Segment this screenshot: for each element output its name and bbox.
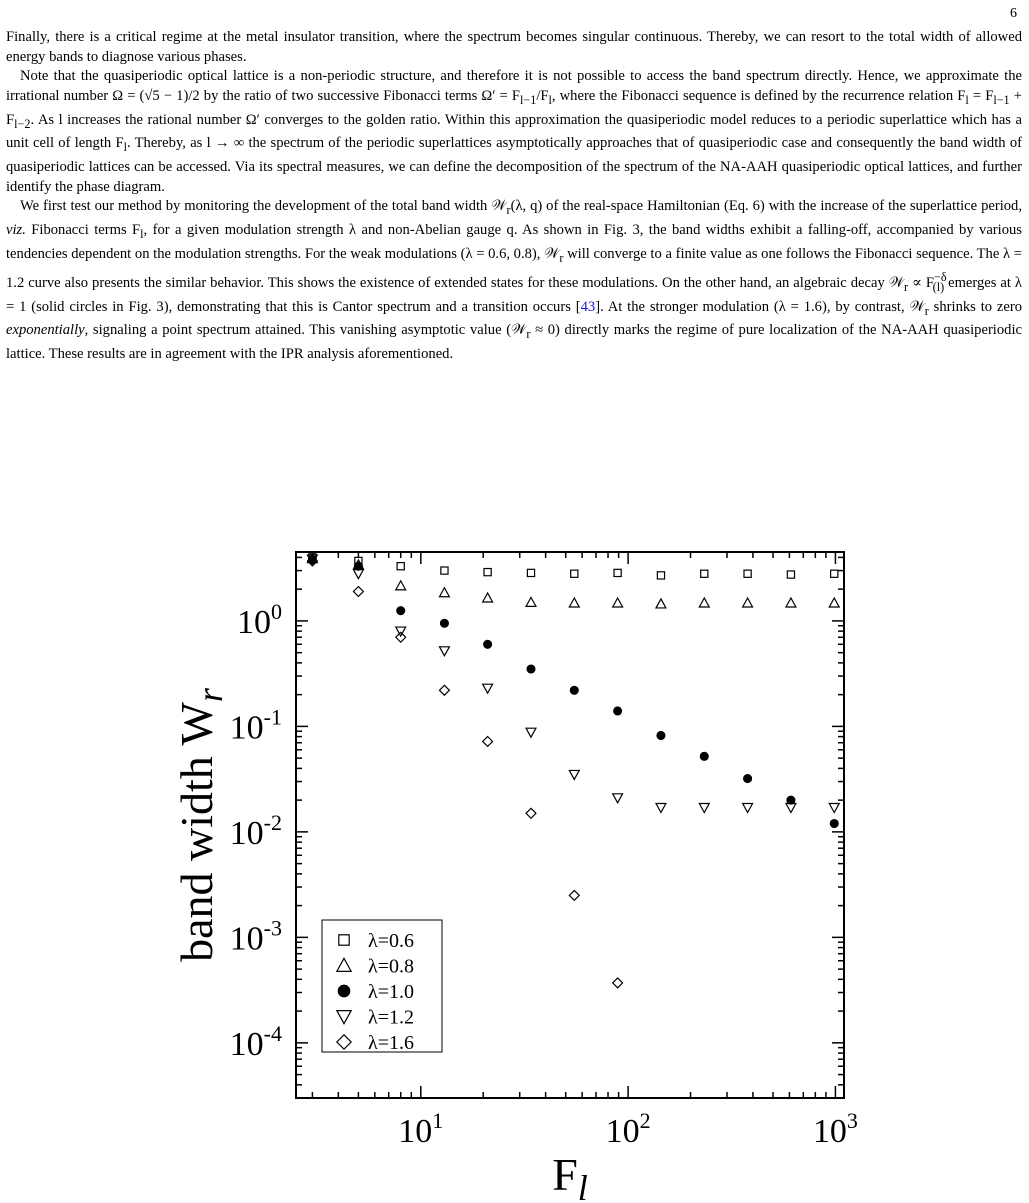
data-point	[657, 572, 664, 579]
p3-seg: (λ, q) of the real-space Hamiltonian (Eq. 6) with the increase of the superlattice period,	[510, 198, 1022, 215]
p2-seg: = F	[968, 88, 994, 105]
p3-sub: r	[924, 303, 929, 318]
data-point	[786, 598, 796, 607]
p3-viz: viz.	[6, 221, 26, 238]
p3-sub: (l)	[932, 279, 945, 294]
y-tick-label: $10^{-1}$	[229, 704, 282, 747]
p3-seg: , for a given modulation strength λ and non-Abelian gauge q. As shown in Fig. 3, the band widths exhibit a falling-off, accompanied by various tendencies dependent on the modulation strengths. For the weak modulations (λ = 0.6, 0.8), 𝒲	[6, 221, 1022, 262]
data-point	[613, 978, 623, 988]
data-point	[614, 707, 622, 715]
legend-marker	[338, 985, 350, 997]
y-tick-label: $10^{-4}$	[229, 1020, 282, 1063]
data-point	[569, 890, 579, 900]
y-axis-title: band width $W_r$	[171, 688, 230, 962]
data-point	[657, 731, 665, 739]
p2-seg: Note that the quasiperiodic optical lattice is a non-periodic structure, and therefore it is not possible to access the band spectrum directly. Hence, we approximate the irrational number Ω = (√5 − 1)/2 by the ratio of two successive Fibonacci terms Ω′ = F	[6, 68, 1022, 105]
p2-sub: l	[548, 93, 552, 108]
legend-label: λ=0.8	[368, 955, 414, 978]
citation-link[interactable]: 43	[580, 298, 596, 315]
p2-sub: l	[965, 93, 969, 108]
p3-seg: ∝ F	[908, 275, 935, 292]
x-tick-label: $10^2$	[605, 1108, 651, 1150]
data-point	[354, 562, 362, 570]
data-point	[483, 684, 493, 693]
p3-seg: ≈ 0) directly marks the regime of pure localization of the NA-AAH quasiperiodic lattice. These results are in agreement with the IPR analysis aforementioned.	[6, 322, 1022, 362]
data-point	[613, 794, 623, 803]
data-point	[700, 752, 708, 760]
data-point	[656, 804, 666, 813]
data-point	[829, 804, 839, 813]
data-point	[353, 570, 363, 579]
p3-sub: r	[904, 279, 909, 294]
data-point	[743, 598, 753, 607]
data-point	[439, 647, 449, 656]
data-point	[699, 598, 709, 607]
data-point	[656, 599, 666, 608]
data-point	[830, 819, 838, 827]
p2-seg: . As l increases the rational number Ω′ converges to the golden ratio. Within this approximation the quasiperiodic model reduces to a periodic superlattice which has a unit cell of length F	[6, 111, 1022, 152]
data-point	[787, 571, 794, 578]
data-point	[831, 570, 838, 577]
data-point	[484, 569, 491, 576]
x-axis-title: $F_l$	[552, 1149, 588, 1203]
data-point	[526, 808, 536, 818]
p2-sub: l−2	[14, 116, 31, 131]
data-point	[527, 665, 535, 673]
data-point	[744, 570, 751, 577]
p3-sub: l	[140, 226, 144, 241]
p2-sub: l−1	[993, 93, 1010, 108]
data-point	[440, 619, 448, 627]
data-point	[571, 570, 578, 577]
p2-seg: , where the Fibonacci sequence is defined by the recurrence relation F	[551, 88, 966, 105]
p3-seg: emerges at λ = 1 (solid circles in Fig. 3), demonstrating that this is Cantor spectrum and a transition occurs [	[6, 275, 1022, 315]
data-point	[569, 770, 579, 779]
data-point	[397, 563, 404, 570]
y-tick-label: $10^{-3}$	[229, 915, 282, 958]
p3-sub: r	[526, 327, 531, 342]
p3-sub: r	[559, 250, 564, 265]
p3-sub: r	[506, 203, 511, 218]
x-tick-label: $10^3$	[812, 1108, 858, 1150]
p3-seg: , signaling a point spectrum attained. This vanishing asymptotic value (𝒲	[84, 322, 527, 339]
p2-seg: . Thereby, as l → ∞ the spectrum of the periodic superlattices asymptotically approaches that of quasiperiodic case and consequently the band width of quasiperiodic lattices can be accessed. Via its spectral measures, we can define the decomposition of the spectrum of the NA-AAH quasiperiodic optical lattices, and further identify the phase diagram.	[6, 135, 1022, 195]
data-point	[353, 587, 363, 597]
data-point	[526, 597, 536, 606]
data-point	[483, 593, 493, 602]
p3-seg: ]. At the stronger modulation (λ = 1.6), by contrast, 𝒲	[595, 298, 925, 315]
p3-sup: −δ	[934, 270, 947, 285]
data-point	[569, 598, 579, 607]
y-tick-label: $10^0$	[237, 598, 282, 641]
legend-label: λ=1.2	[368, 1006, 414, 1029]
data-point	[483, 736, 493, 746]
p2-sub: l	[123, 140, 127, 155]
legend	[322, 920, 442, 1054]
p2-seg: + F	[6, 88, 1022, 128]
data-point	[614, 569, 621, 576]
data-point	[743, 804, 753, 813]
data-point	[441, 567, 448, 574]
p2-sub: l−1	[520, 93, 537, 108]
data-point	[439, 588, 449, 597]
x-tick-label: $10^1$	[398, 1108, 444, 1150]
page-number: 6	[1010, 6, 1017, 21]
data-point	[527, 569, 534, 576]
data-point	[397, 607, 405, 615]
data-point	[699, 804, 709, 813]
p3-seg: Fibonacci terms F	[25, 221, 141, 238]
data-point	[439, 685, 449, 695]
data-point	[570, 686, 578, 694]
data-point	[829, 598, 839, 607]
p3-emph: exponentially	[6, 322, 85, 339]
p3-seg: shrinks to zero	[928, 298, 1023, 315]
data-point	[744, 775, 752, 783]
paragraph-1-text: Finally, there is a critical regime at the metal insulator transition, where the spectrum becomes singular continuous. Thereby, we can resort to the total width of allowed energy bands to diagnose various phases.	[6, 29, 1022, 65]
data-point	[484, 640, 492, 648]
data-point	[701, 570, 708, 577]
p2-seg: /F	[536, 88, 549, 105]
data-point	[526, 728, 536, 737]
data-point	[613, 598, 623, 607]
p3-seg: We first test our method by monitoring the development of the total band width 𝒲	[20, 198, 507, 215]
tick-labels	[230, 599, 858, 1150]
legend-label: λ=0.6	[368, 930, 414, 952]
p3-seg: will converge to a finite value as one follows the Fibonacci sequence. The λ = 1.2 curve also presents the similar behavior. This shows the existence of extended states for these modulations. On the other hand, an algebraic decay 𝒲	[6, 245, 1022, 292]
legend-label: λ=1.6	[368, 1032, 414, 1054]
legend-label: λ=1.0	[368, 981, 414, 1003]
data-point	[786, 804, 796, 813]
data-point	[396, 581, 406, 590]
y-tick-label: $10^{-2}$	[229, 809, 282, 852]
